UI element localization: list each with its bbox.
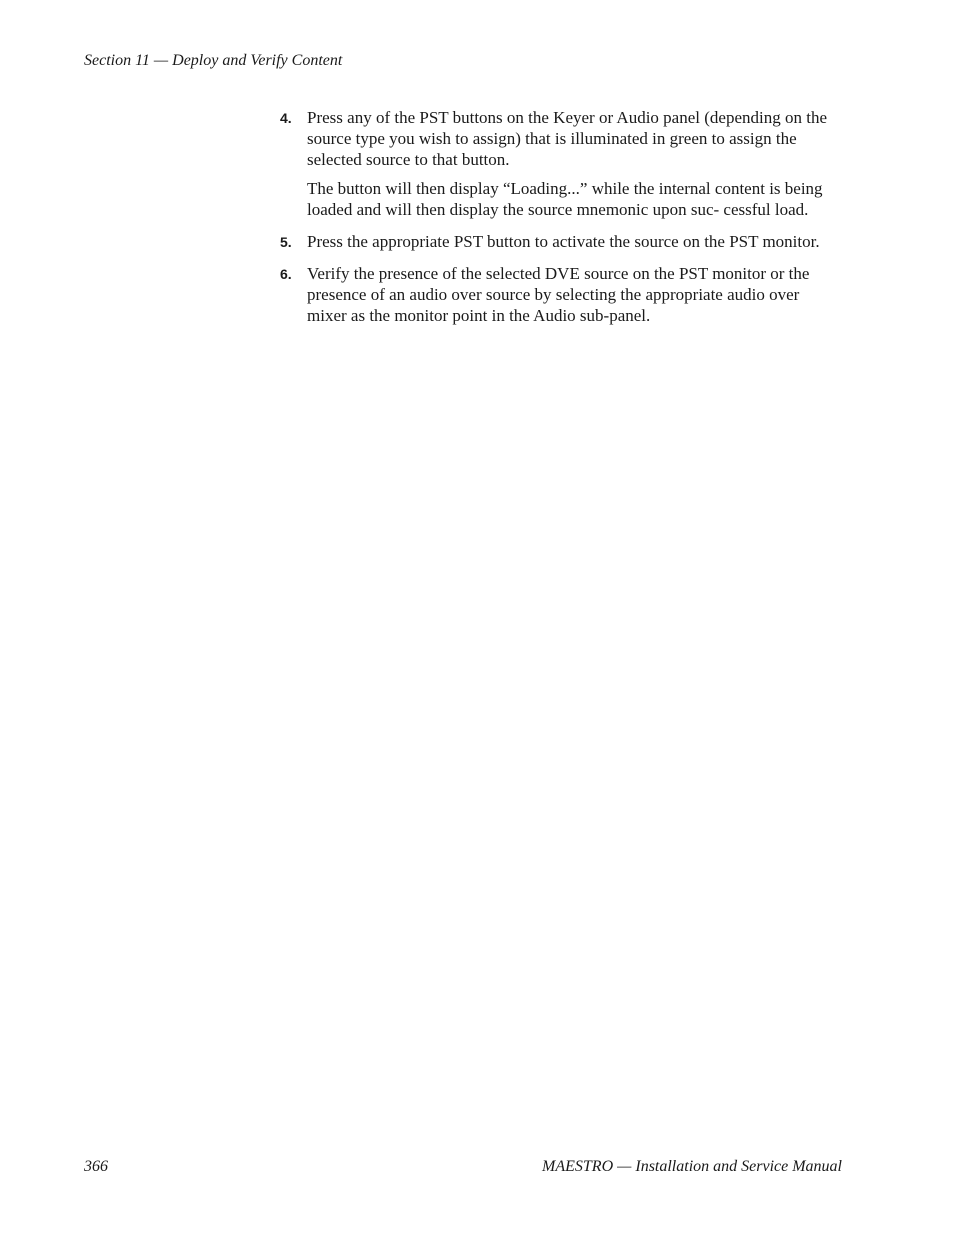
manual-title: MAESTRO — Installation and Service Manual [542, 1158, 842, 1175]
step-6 [280, 263, 840, 326]
step-text: Press any of the PST buttons on the Keyer or Audio panel (depending on the source type you wish to assign) that is illuminated in green to assign the selected source to that button. [307, 108, 827, 169]
step-5 [280, 231, 840, 252]
step-4 [280, 107, 840, 220]
step-number: 5. [280, 234, 292, 250]
step-text: Verify the presence of the selected DVE source on the PST monitor or the presence of an audio over source by selecting the appropriate audio over mixer as the monitor point in the Audio sub-panel. [307, 264, 810, 325]
step-note: The button will then display “Loading...” while the internal content is being loaded and will then display the source mnemonic upon suc- cessful load. [307, 179, 823, 219]
procedure-steps [280, 107, 840, 337]
step-number: 6. [280, 266, 292, 282]
page-number: 366 [84, 1158, 108, 1175]
running-header: Section 11 — Deploy and Verify Content [84, 52, 343, 69]
step-text: Press the appropriate PST button to activate the source on the PST monitor. [307, 232, 820, 251]
step-number: 4. [280, 110, 292, 126]
